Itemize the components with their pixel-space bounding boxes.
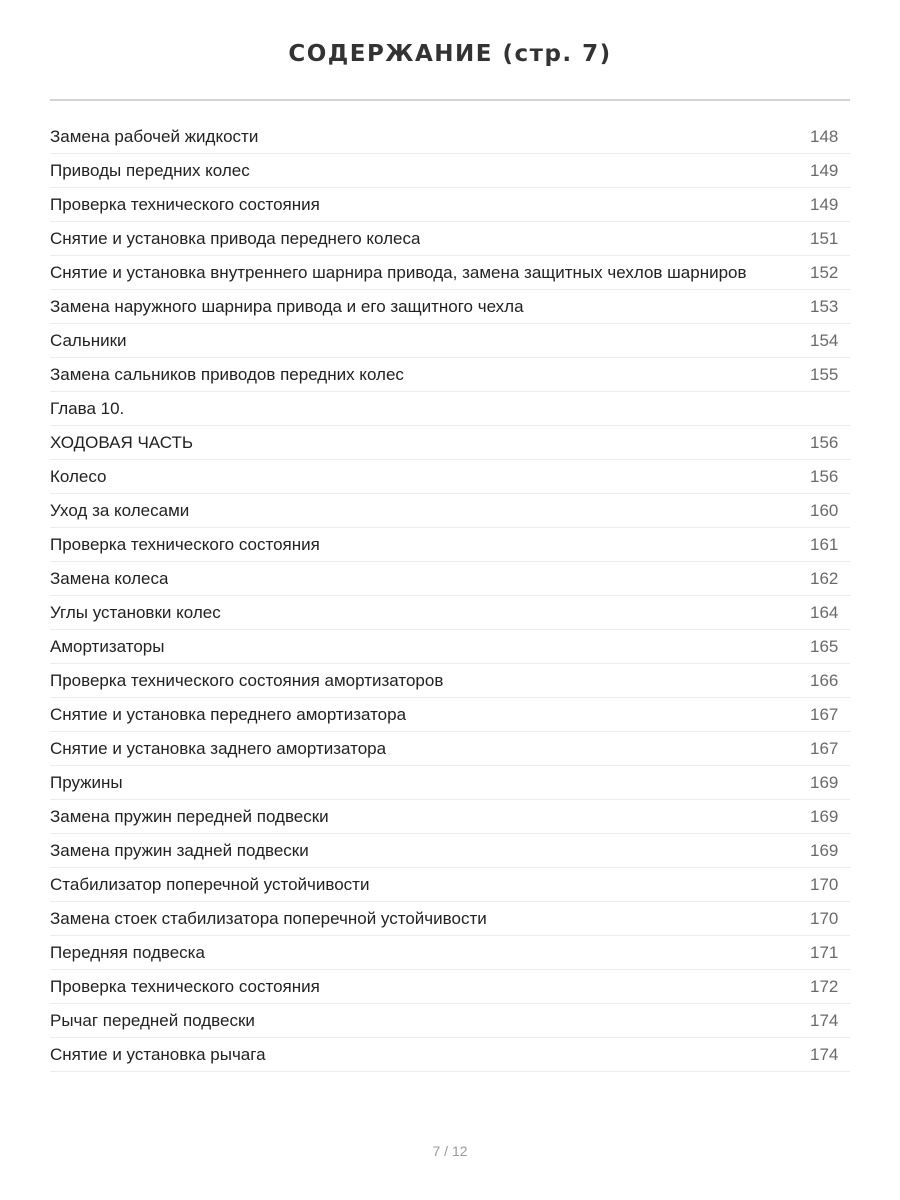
toc-entry-title: Снятие и установка переднего амортизатора xyxy=(50,704,407,724)
toc-entry-title: Колесо xyxy=(50,466,107,486)
toc-entry[interactable] xyxy=(50,664,850,698)
toc-entry-page: 154 xyxy=(810,330,839,350)
toc-entry-title: Проверка технического состояния xyxy=(50,534,320,554)
toc-entry-page: 171 xyxy=(810,942,839,962)
toc-entry-title: Замена рабочей жидкости xyxy=(50,126,259,146)
toc-entry-page: 153 xyxy=(810,296,839,316)
toc-entry-title: Проверка технического состояния xyxy=(50,194,320,214)
toc-entry[interactable] xyxy=(50,1004,850,1038)
toc-entry[interactable] xyxy=(50,358,850,392)
toc-entry-title: Замена сальников приводов передних колес xyxy=(50,364,404,384)
toc-entry-title: Снятие и установка внутреннего шарнира привода, замена защитных чехлов шарниров xyxy=(50,262,747,282)
toc-entry-page: 160 xyxy=(810,500,839,520)
toc-entry-title: Приводы передних колес xyxy=(50,160,250,180)
toc-entry[interactable] xyxy=(50,970,850,1004)
toc-entry[interactable] xyxy=(50,936,850,970)
toc-entry-page: 167 xyxy=(810,704,839,724)
toc-entry-title: Углы установки колес xyxy=(50,602,221,622)
toc-entry-title: Амортизаторы xyxy=(50,636,165,656)
toc-entry-title: Снятие и установка заднего амортизатора xyxy=(50,738,387,758)
page-title: СОДЕРЖАНИЕ (стр. 7) xyxy=(288,41,612,67)
toc-entry-page: 174 xyxy=(810,1010,839,1030)
toc-entry[interactable] xyxy=(50,1038,850,1072)
toc-entry-page: 165 xyxy=(810,636,839,656)
toc-entry[interactable] xyxy=(50,154,850,188)
toc-entry-page: 170 xyxy=(810,908,839,928)
toc-chapter-heading xyxy=(50,392,850,426)
toc-entry[interactable] xyxy=(50,188,850,222)
toc-entry-title: Проверка технического состояния амортизаторов xyxy=(50,670,444,690)
toc-entry-title: Глава 10. xyxy=(50,398,125,418)
toc-entry-title: ХОДОВАЯ ЧАСТЬ xyxy=(50,432,194,452)
toc-entry-page: 169 xyxy=(810,772,839,792)
toc-entry-page: 174 xyxy=(810,1044,839,1064)
toc-entry-title: Рычаг передней подвески xyxy=(50,1010,255,1030)
toc-entry[interactable] xyxy=(50,766,850,800)
toc-entry-title: Передняя подвеска xyxy=(50,942,205,962)
toc-entry-title: Сальники xyxy=(50,330,127,350)
toc-entry-page: 149 xyxy=(810,194,839,214)
toc-entry[interactable] xyxy=(50,222,850,256)
toc-entry-page: 162 xyxy=(810,568,839,588)
toc-entry[interactable] xyxy=(50,460,850,494)
toc-entry-title: Снятие и установка привода переднего колеса xyxy=(50,228,421,248)
toc-entry-page: 172 xyxy=(810,976,839,996)
toc-entry-title: Уход за колесами xyxy=(50,500,190,520)
toc-entry[interactable] xyxy=(50,902,850,936)
toc-entry-title: Стабилизатор поперечной устойчивости xyxy=(50,874,370,894)
toc-entry-title: Замена пружин передней подвески xyxy=(50,806,329,826)
title-divider xyxy=(50,99,850,101)
toc-entry[interactable] xyxy=(50,630,850,664)
toc-entry[interactable] xyxy=(50,834,850,868)
toc-entry-page: 169 xyxy=(810,840,839,860)
toc-entry[interactable] xyxy=(50,426,850,460)
toc-entry-title: Замена колеса xyxy=(50,568,169,588)
toc-entry[interactable] xyxy=(50,868,850,902)
toc-entry-page: 151 xyxy=(810,228,839,248)
toc-entry-page: 156 xyxy=(810,432,839,452)
toc-entry[interactable] xyxy=(50,120,850,154)
toc-entry-page: 148 xyxy=(810,126,839,146)
toc-entry-title: Замена стоек стабилизатора поперечной устойчивости xyxy=(50,908,487,928)
toc-entry-page: 155 xyxy=(810,364,839,384)
toc-entry[interactable] xyxy=(50,698,850,732)
toc-entry[interactable] xyxy=(50,596,850,630)
toc-entry-page: 169 xyxy=(810,806,839,826)
toc-entry[interactable] xyxy=(50,528,850,562)
toc-entry-page: 161 xyxy=(810,534,839,554)
toc-entry-title: Пружины xyxy=(50,772,123,792)
toc-entry-page: 156 xyxy=(810,466,839,486)
toc-entry[interactable] xyxy=(50,494,850,528)
toc-list xyxy=(50,120,850,1072)
toc-entry[interactable] xyxy=(50,256,850,290)
toc-entry-title: Замена наружного шарнира привода и его защитного чехла xyxy=(50,296,524,316)
toc-entry[interactable] xyxy=(50,290,850,324)
toc-entry[interactable] xyxy=(50,324,850,358)
toc-entry-title: Снятие и установка рычага xyxy=(50,1044,266,1064)
toc-entry[interactable] xyxy=(50,562,850,596)
toc-entry-page: 166 xyxy=(810,670,839,690)
toc-entry-page: 149 xyxy=(810,160,839,180)
toc-entry-page: 164 xyxy=(810,602,839,622)
page-indicator: 7 / 12 xyxy=(432,1143,468,1159)
toc-entry[interactable] xyxy=(50,732,850,766)
toc-entry-page: 170 xyxy=(810,874,839,894)
toc-entry-title: Замена пружин задней подвески xyxy=(50,840,309,860)
toc-entry-title: Проверка технического состояния xyxy=(50,976,320,996)
toc-entry[interactable] xyxy=(50,800,850,834)
toc-entry-page: 167 xyxy=(810,738,839,758)
toc-entry-page: 152 xyxy=(810,262,839,282)
